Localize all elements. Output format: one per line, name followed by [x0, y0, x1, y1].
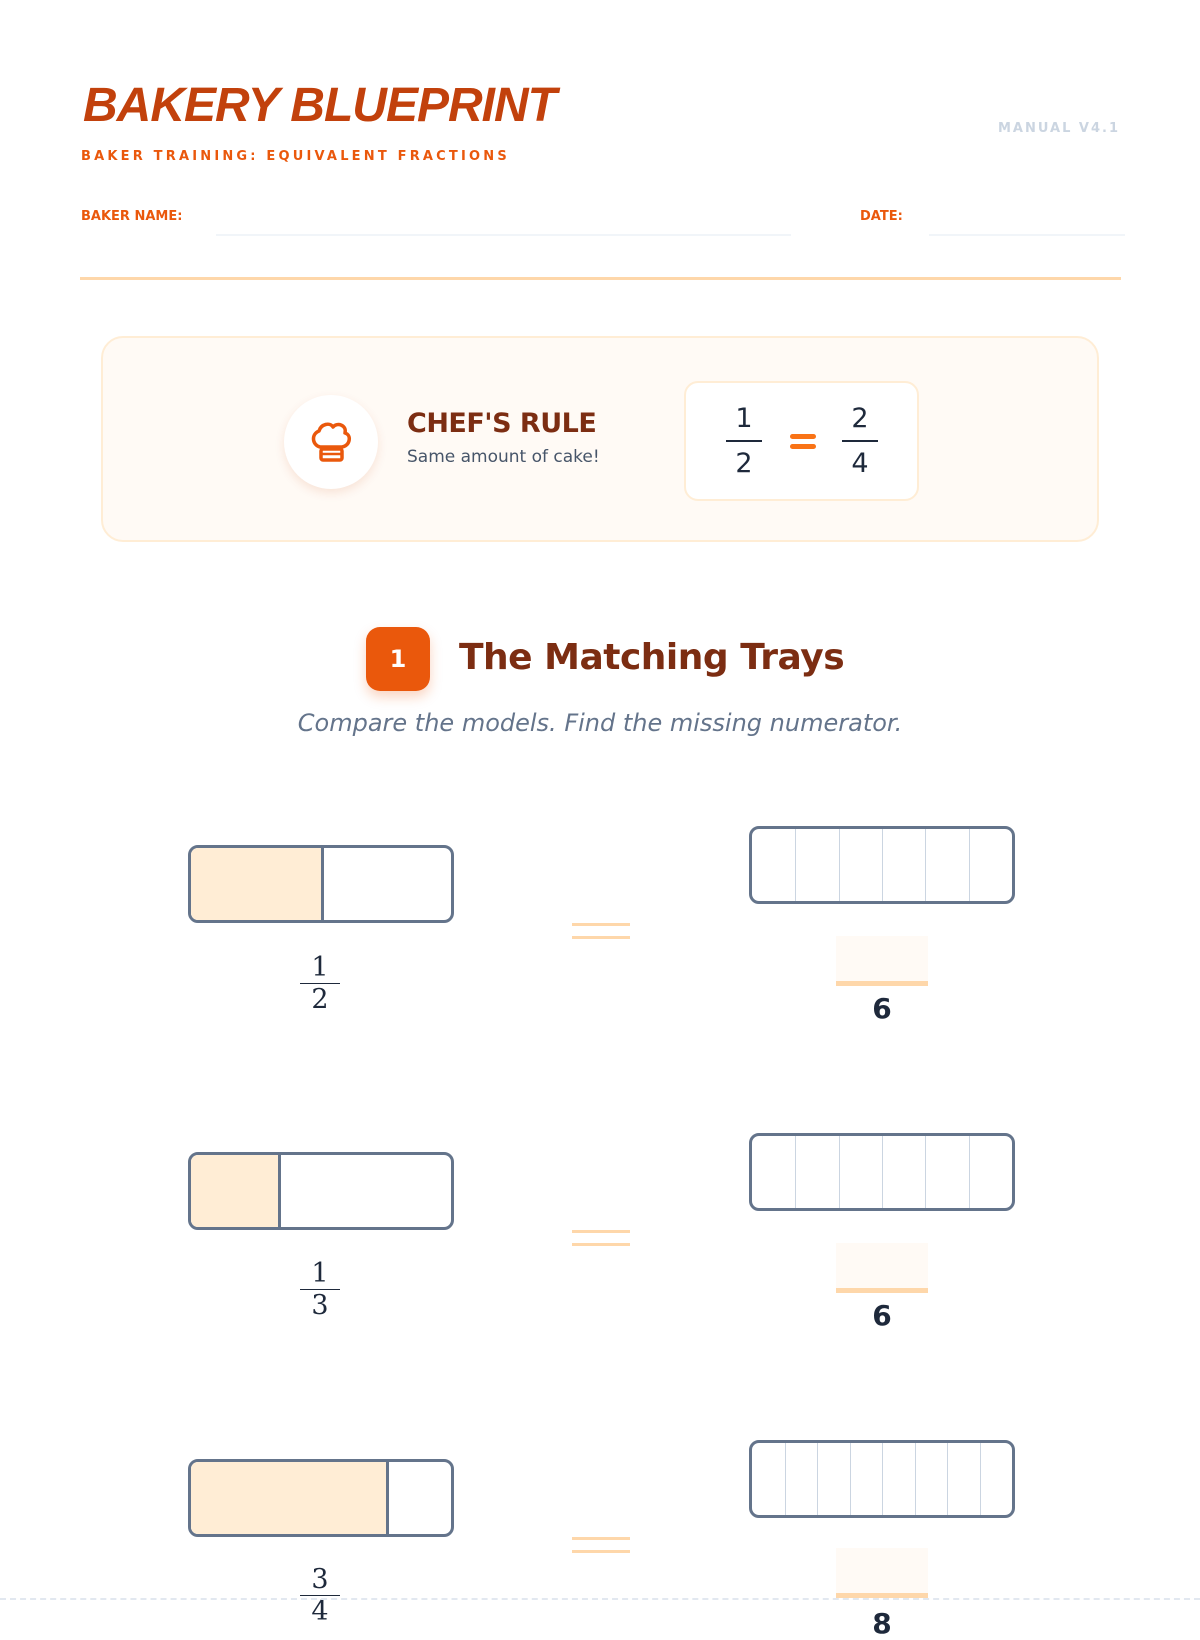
tray-divider: [817, 1443, 818, 1515]
fraction-bar: [726, 440, 762, 442]
shaded-portion: [191, 1155, 281, 1227]
tray-divider: [795, 829, 796, 901]
header-divider: [80, 277, 1121, 280]
rule-fraction-right: [842, 405, 878, 477]
fraction-numerator: 1: [311, 1258, 329, 1289]
equals-sign: [572, 1230, 630, 1256]
given-fraction: [290, 1260, 350, 1319]
rule-subtitle: Same amount of cake!: [407, 447, 600, 467]
given-fraction: [290, 954, 350, 1013]
given-tray: [188, 845, 454, 923]
tray-divider: [947, 1443, 948, 1515]
equals-sign: [572, 1537, 630, 1563]
fraction-denominator: 2: [735, 448, 753, 479]
missing-numerator-input[interactable]: [836, 936, 928, 986]
tray-divider: [980, 1443, 981, 1515]
chef-hat-icon: [306, 417, 356, 467]
fraction-denominator: 4: [311, 1596, 329, 1627]
tray-divider: [925, 1136, 926, 1208]
given-fraction: [290, 1566, 350, 1625]
tray-divider: [882, 1136, 883, 1208]
target-tray: [749, 826, 1015, 904]
fraction-numerator: 3: [311, 1564, 329, 1595]
target-tray: [749, 1440, 1015, 1518]
rule-fraction-left: [726, 405, 762, 477]
tray-divider: [839, 1136, 840, 1208]
brand-title: BAKERY BLUEPRINT: [83, 79, 556, 132]
chef-hat-badge: [284, 395, 378, 489]
fraction-numerator: 2: [851, 403, 869, 434]
fraction-denominator: 4: [851, 448, 869, 479]
tray-divider: [785, 1443, 786, 1515]
chefs-rule-panel: [101, 336, 1099, 542]
baker-name-field[interactable]: [216, 234, 791, 236]
missing-numerator-input[interactable]: [836, 1548, 928, 1598]
date-field[interactable]: [929, 234, 1125, 236]
section-title: The Matching Trays: [459, 637, 845, 678]
equals-sign: [572, 923, 630, 949]
tray-divider: [915, 1443, 916, 1515]
missing-numerator-input[interactable]: [836, 1243, 928, 1293]
fraction-numerator: 1: [311, 952, 329, 983]
tray-divider: [969, 1136, 970, 1208]
shaded-portion: [191, 1462, 389, 1534]
shaded-portion: [191, 848, 324, 920]
equals-sign: [790, 434, 816, 454]
version-label: MANUAL V4.1: [998, 121, 1120, 136]
tray-divider: [969, 829, 970, 901]
tray-divider: [795, 1136, 796, 1208]
given-tray: [188, 1152, 454, 1230]
rule-title: CHEF'S RULE: [407, 408, 597, 439]
tray-divider: [925, 829, 926, 901]
fraction-bar: [842, 440, 878, 442]
fraction-denominator: 3: [311, 1290, 329, 1321]
brand-subtitle: BAKER TRAINING: EQUIVALENT FRACTIONS: [81, 149, 510, 164]
section-instructions: Compare the models. Find the missing numerator.: [297, 709, 903, 737]
tray-divider: [882, 1443, 883, 1515]
given-tray: [188, 1459, 454, 1537]
rule-equation-card: [684, 381, 919, 501]
target-denominator: 6: [872, 1299, 892, 1332]
baker-name-label: BAKER NAME:: [81, 209, 183, 224]
target-tray: [749, 1133, 1015, 1211]
tray-divider: [882, 829, 883, 901]
target-denominator: 6: [872, 992, 892, 1025]
target-denominator: 8: [872, 1607, 892, 1640]
tray-divider: [839, 829, 840, 901]
tray-divider: [850, 1443, 851, 1515]
fraction-numerator: 1: [735, 403, 753, 434]
fraction-denominator: 2: [311, 984, 329, 1015]
section-number-badge: 1: [366, 627, 430, 691]
date-label: DATE:: [860, 209, 903, 224]
